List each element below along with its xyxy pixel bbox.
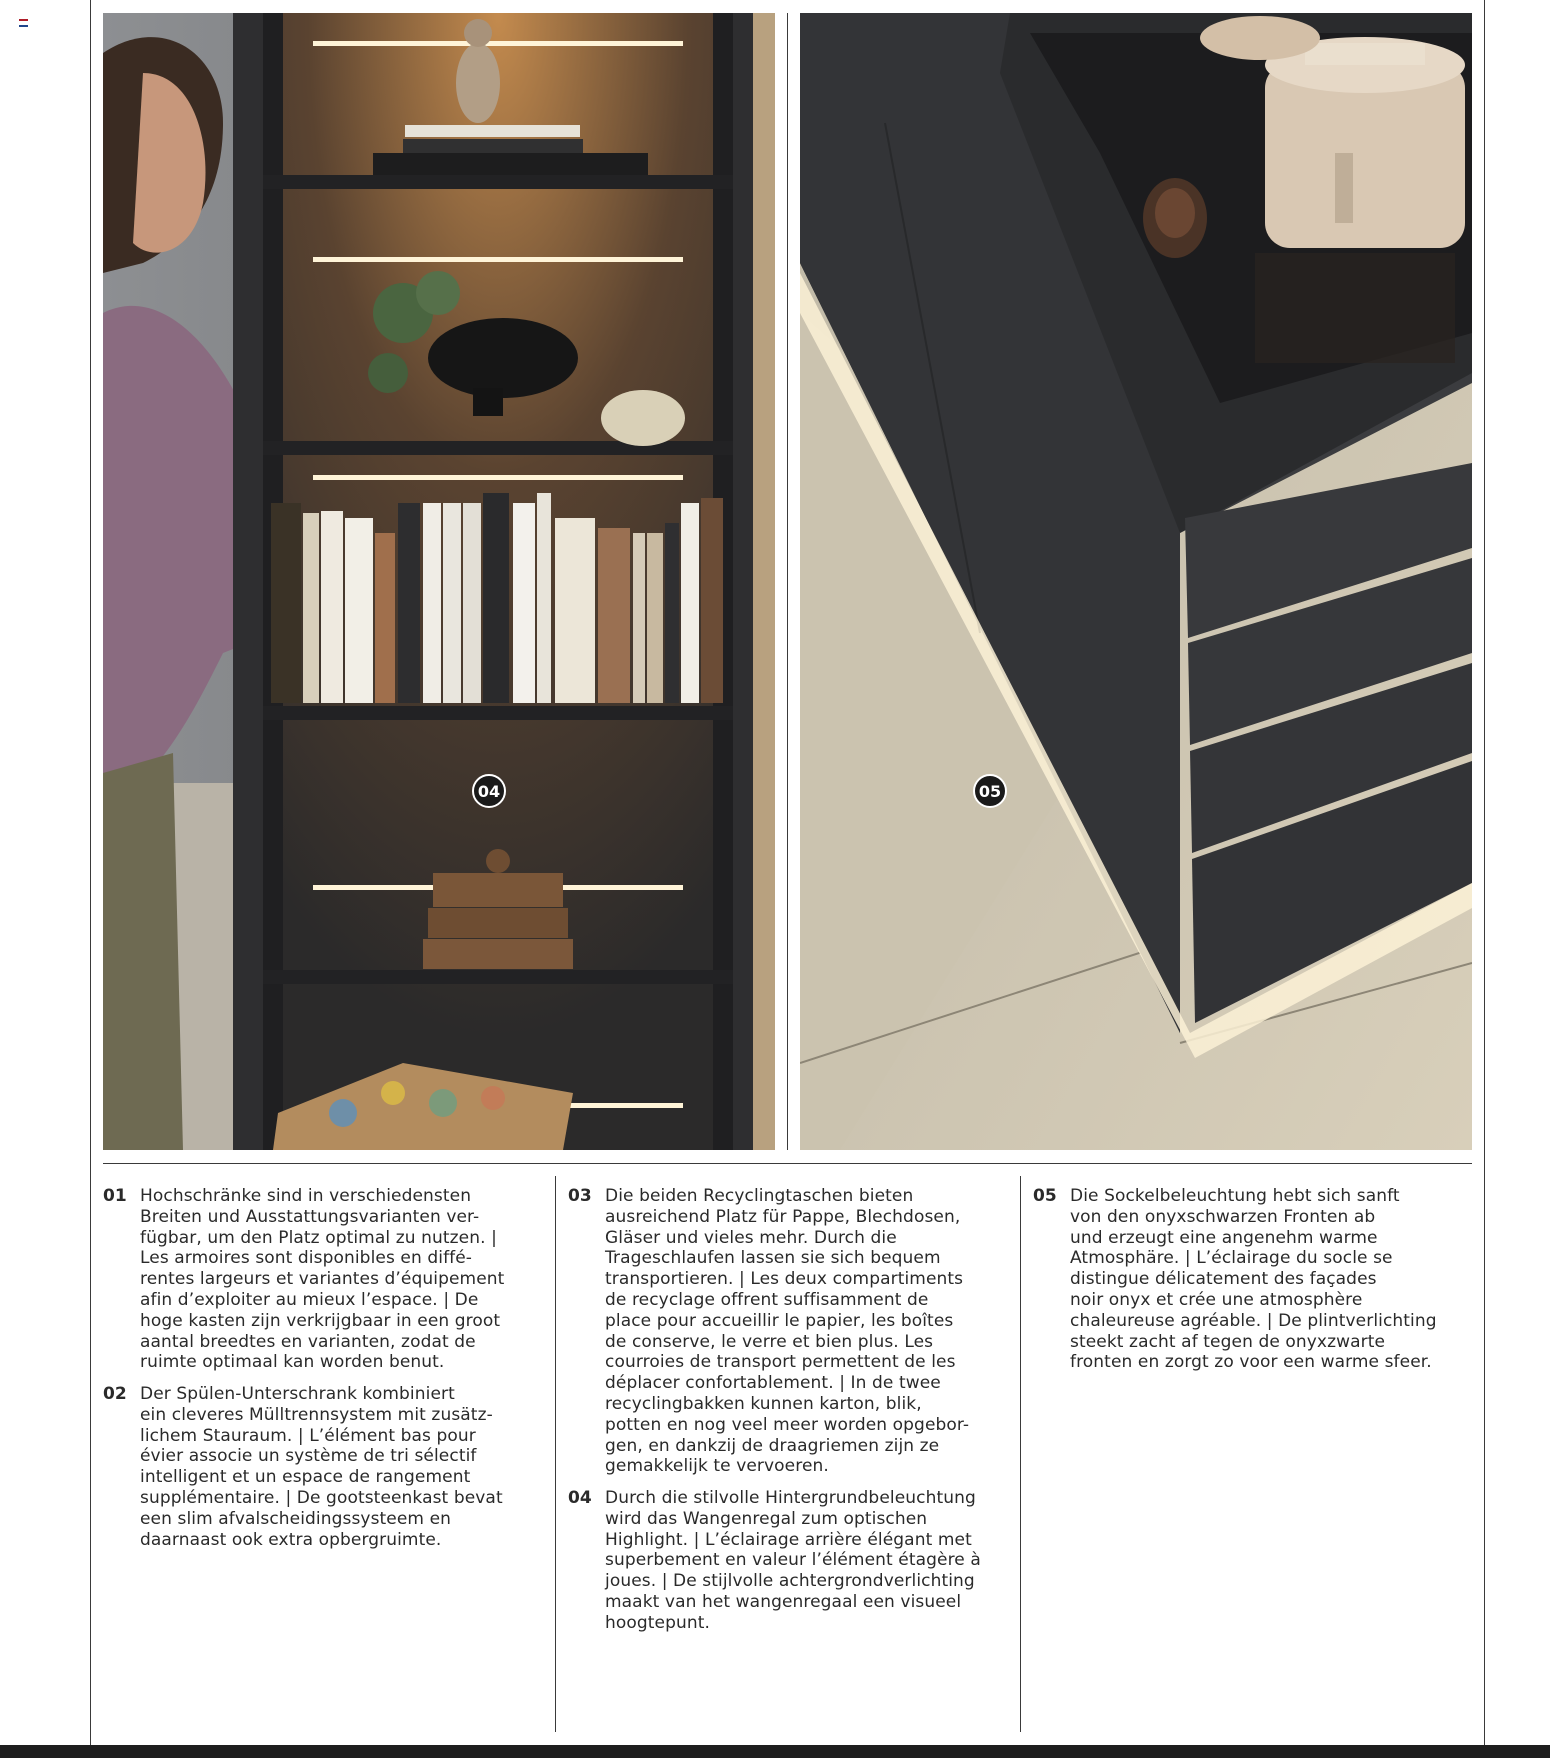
column-divider-1 — [555, 1176, 556, 1732]
caption-number: 05 — [1033, 1186, 1057, 1206]
caption-number: 02 — [103, 1384, 127, 1404]
callout-badge-04: 04 — [472, 774, 506, 808]
caption-item-04 — [568, 1488, 1008, 1634]
caption-text: Der Spülen-Unterschrank kombiniert ein cleveres Mülltrennsystem mit zusätz- lichem Stauraum. | L’élément bas pour évier associe un système de tri sélectif intelligent et un espace de rangement supplémentaire. | De gootsteenkast bevat een slim afvalscheidingssysteem en daarnaast ook extra opbergruimte. — [140, 1384, 503, 1550]
cabinet-photo — [800, 13, 1472, 1150]
footer-bar — [0, 1745, 1550, 1758]
column-divider-2 — [1020, 1176, 1021, 1732]
caption-item-05 — [1033, 1186, 1473, 1373]
caption-text: Die beiden Recyclingtaschen bieten ausreichend Platz für Pappe, Blechdosen, Gläser und vieles mehr. Durch die Trageschlaufen lassen sie sich bequem transportieren. | Les deux compartiments de recyclage offrent suffisamment de place pour accueillir le papier, les boîtes de conserve, le verre et bien plus. Les courroies de transport permettent de les déplacer confortablement. | In de twee recyclingbakken kunnen karton, blik, potten en nog veel meer worden opgebor- gen, en dankzij de draagriemen zijn ze gemakkelijk te vervoeren. — [605, 1186, 970, 1477]
caption-number: 03 — [568, 1186, 592, 1206]
right-margin-rule — [1484, 0, 1485, 1745]
caption-item-01 — [103, 1186, 543, 1373]
caption-text: Durch die stilvolle Hintergrundbeleuchtung wird das Wangenregal zum optischen Highlight. | L’éclairage arrière élégant met superbement en valeur l’élément étagère à joues. | De stijlvolle achtergrondverlichting maakt van het wangenregaal een visueel hoogtepunt. — [605, 1488, 981, 1633]
shelf-photo — [103, 13, 775, 1150]
caption-text: Die Sockelbeleuchtung hebt sich sanft von den onyxschwarzen Fronten ab und erzeugt eine angenehm warme Atmosphäre. | L’éclairage du socle se distingue délicatement des façades noir onyx et crée une atmosphère chaleureuse agréable. | De plintverlichting steekt zacht af tegen de onyxzwarte fronten en zorgt zo voor een warme sfeer. — [1070, 1186, 1437, 1373]
language-flag-icon[interactable] — [19, 19, 28, 26]
photo-divider — [787, 13, 788, 1150]
caption-item-02 — [103, 1384, 543, 1550]
callout-badge-05: 05 — [973, 774, 1007, 808]
caption-item-03 — [568, 1186, 1008, 1477]
left-margin-rule — [90, 0, 91, 1745]
caption-number: 04 — [568, 1488, 592, 1508]
section-divider — [103, 1163, 1472, 1164]
caption-number: 01 — [103, 1186, 127, 1206]
caption-text: Hochschränke sind in verschiedensten Breiten und Ausstattungsvarianten ver- fügbar, um den Platz optimal zu nutzen. | Les armoires sont disponibles en diffé- rentes largeurs et variantes d’équipement afin d’exploiter au mieux l’espace. | De hoge kasten zijn verkrijgbaar in een groot aantal breedtes en varianten, zodat de ruimte optimaal kan worden benut. — [140, 1186, 505, 1373]
